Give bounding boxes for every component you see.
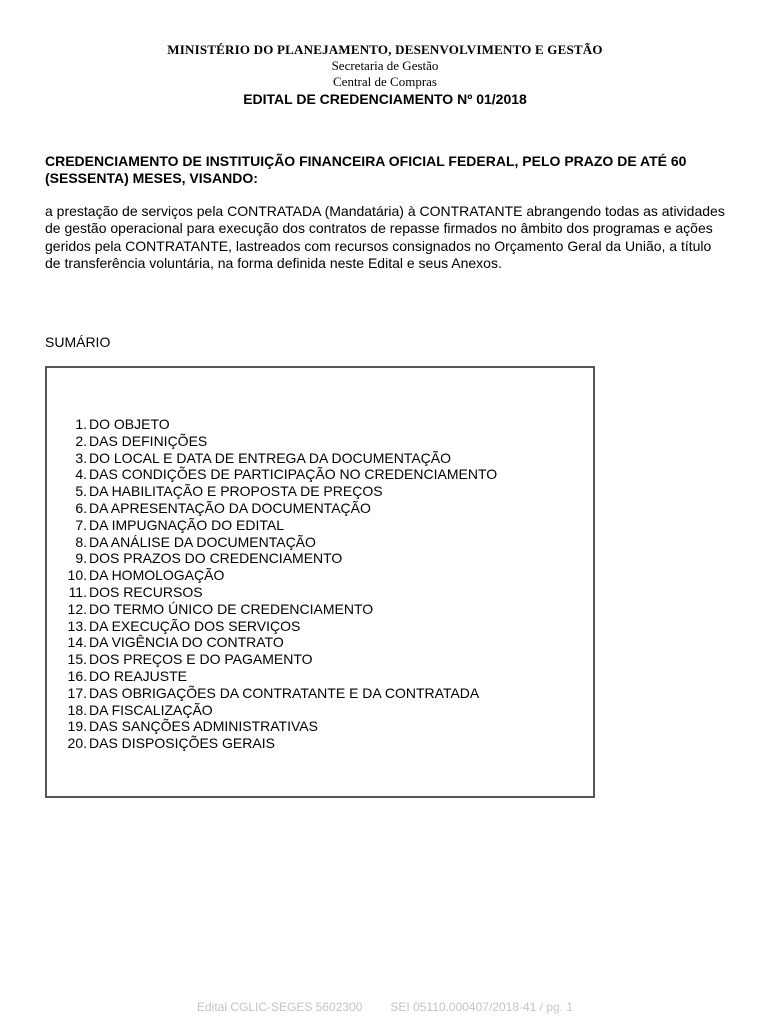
summary-item	[57, 718, 497, 735]
summary-item	[57, 567, 497, 584]
summary-item-text: DOS PREÇOS E DO PAGAMENTO	[89, 651, 313, 668]
summary-item	[57, 634, 497, 651]
summary-item-text: DO OBJETO	[89, 416, 170, 432]
summary-item-number: 4.	[75, 466, 87, 483]
page-footer	[0, 1000, 770, 1014]
summary-item	[57, 517, 497, 534]
summary-list	[57, 416, 497, 752]
summary-item-text: DA EXECUÇÃO DOS SERVIÇOS	[89, 617, 301, 634]
central-name: Central de Compras	[333, 74, 437, 89]
summary-item	[57, 601, 497, 618]
summary-item	[57, 735, 497, 752]
summary-item	[57, 550, 497, 567]
summary-item	[57, 651, 497, 668]
summary-item-number: 18.	[67, 701, 87, 718]
summary-item-number: 14.	[67, 634, 87, 651]
summary-item-number: 15.	[67, 651, 87, 668]
summary-item-text: DAS DISPOSIÇÕES GERAIS	[89, 735, 275, 752]
summary-item-number: 13.	[67, 617, 87, 634]
summary-item-number: 6.	[75, 499, 87, 516]
summary-item-text: DO LOCAL E DATA DE ENTREGA DA DOCUMENTAÇÃO	[89, 449, 451, 466]
summary-item-text: DA APRESENTAÇÃO DA DOCUMENTAÇÃO	[89, 499, 371, 516]
summary-item-number: 11.	[68, 583, 87, 600]
summary-item	[57, 433, 497, 450]
summary-box	[45, 366, 595, 798]
summary-item-number: 19.	[67, 718, 87, 735]
summary-item-number: 9.	[75, 550, 87, 567]
summary-item-text: DOS PRAZOS DO CREDENCIAMENTO	[89, 550, 343, 567]
summary-item-text: DA IMPUGNAÇÃO DO EDITAL	[89, 516, 284, 533]
summary-item	[57, 450, 497, 467]
edital-title: EDITAL DE CREDENCIAMENTO Nº 01/2018	[243, 91, 527, 107]
summary-item	[57, 584, 497, 601]
footer-edital-ref: Edital CGLIC-SEGES 5602300	[196, 1000, 363, 1014]
summary-item	[57, 668, 497, 685]
summary-item-text: DA ANÁLISE DA DOCUMENTAÇÃO	[89, 533, 316, 550]
summary-item-number: 8.	[75, 533, 87, 550]
secretaria-name: Secretaria de Gestão	[331, 58, 439, 73]
summary-item-number: 5.	[75, 483, 87, 500]
summary-item-number: 1.	[75, 416, 87, 432]
summary-item-number: 16.	[67, 667, 87, 684]
summary-item-text: DOS RECURSOS	[89, 583, 203, 600]
summary-item-text: DO TERMO ÚNICO DE CREDENCIAMENTO	[89, 600, 374, 617]
summary-item	[57, 702, 497, 719]
summary-label: SUMÁRIO	[45, 334, 111, 350]
summary-item-text: DAS SANÇÕES ADMINISTRATIVAS	[89, 718, 318, 735]
summary-item	[57, 618, 497, 635]
summary-item	[57, 416, 497, 433]
summary-item-number: 20.	[67, 735, 87, 752]
summary-item-text: DAS CONDIÇÕES DE PARTICIPAÇÃO NO CREDENCIAMENTO	[89, 466, 498, 483]
intro-paragraph: a prestação de serviços pela CONTRATADA (Mandatária) à CONTRATANTE abrangendo todas as atividades de gestão operacional para execução dos contratos de repasse firmados no âmbito dos programas e ações geridos pela CONTRATANTE, lastreados com recursos consignados no Orçamento Geral da União, a título de transferência voluntária, na forma definida neste Edital e seus Anexos.	[45, 203, 725, 272]
summary-item	[57, 500, 497, 517]
document-heading: CREDENCIAMENTO DE INSTITUIÇÃO FINANCEIRA OFICIAL FEDERAL, PELO PRAZO DE ATÉ 60 (SESSENTA) MESES, VISANDO:	[45, 153, 687, 186]
summary-item-number: 3.	[75, 449, 87, 466]
footer-sei-ref: SEI 05110.000407/2018-41 / pg. 1	[390, 1000, 574, 1014]
summary-item-number: 2.	[75, 432, 87, 449]
ministry-name: MINISTÉRIO DO PLANEJAMENTO, DESENVOLVIMENTO E GESTÃO	[167, 42, 603, 57]
summary-item-number: 10.	[67, 567, 87, 584]
summary-item-number: 17.	[67, 684, 87, 701]
summary-item-text: DO REAJUSTE	[89, 667, 188, 684]
summary-item-number: 12.	[67, 600, 87, 617]
summary-item-text: DA FISCALIZAÇÃO	[89, 701, 213, 718]
summary-item	[57, 685, 497, 702]
summary-item	[57, 483, 497, 500]
summary-item-text: DAS DEFINIÇÕES	[89, 432, 208, 449]
summary-item-text: DA HOMOLOGAÇÃO	[89, 567, 225, 584]
summary-item-number: 7.	[75, 516, 87, 533]
summary-item-text: DAS OBRIGAÇÕES DA CONTRATANTE E DA CONTRATADA	[89, 684, 480, 701]
summary-item	[57, 466, 497, 483]
summary-item-text: DA VIGÊNCIA DO CONTRATO	[89, 634, 284, 651]
summary-item-text: DA HABILITAÇÃO E PROPOSTA DE PREÇOS	[89, 483, 383, 500]
summary-item	[57, 534, 497, 551]
